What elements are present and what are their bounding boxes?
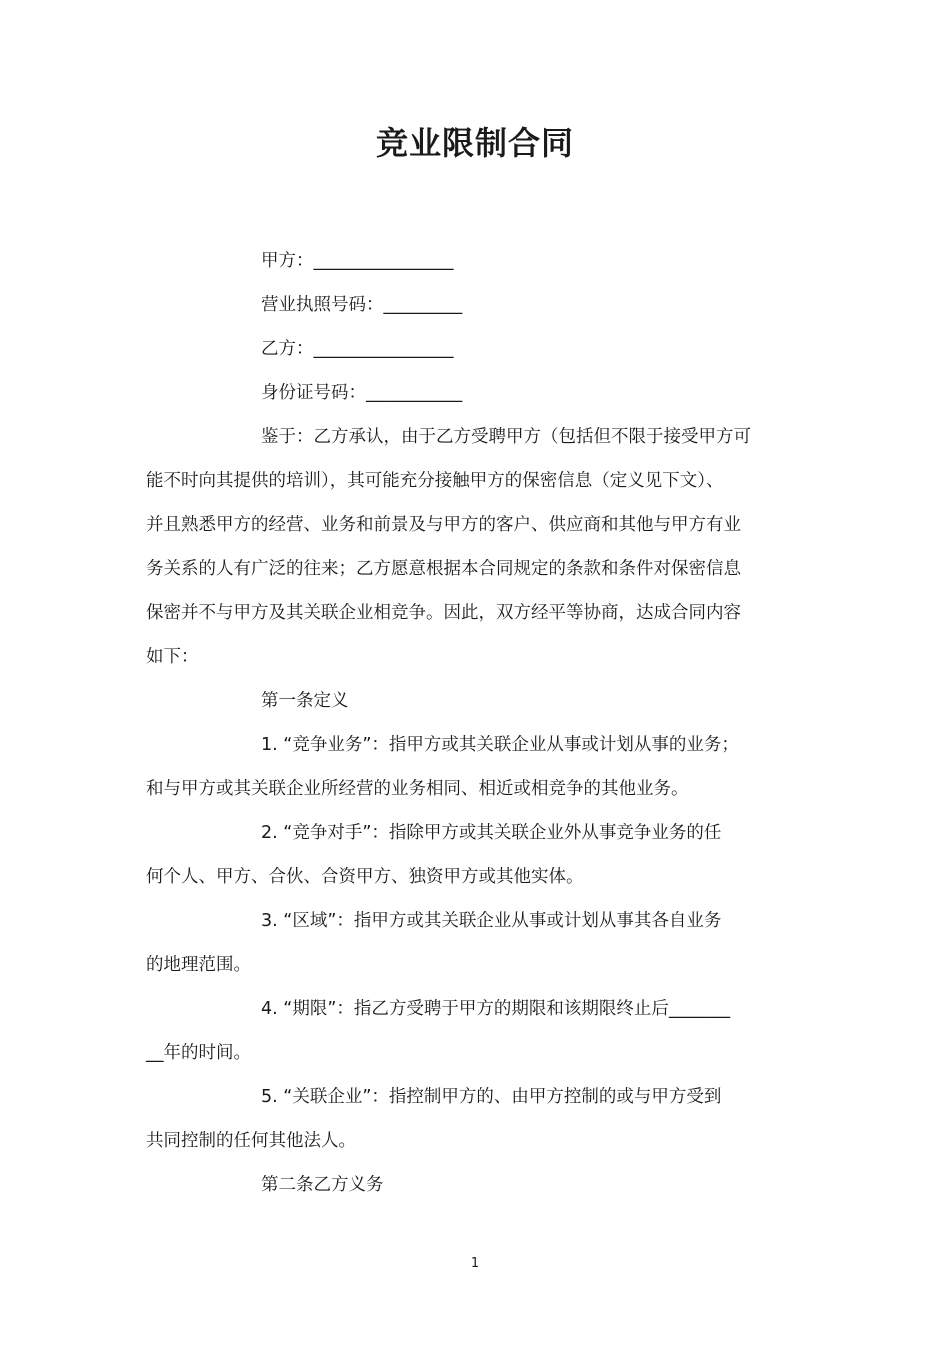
definition-3-line: 3. “区域”：指甲方或其关联企业从事或计划从事其各自业务 [261, 911, 722, 931]
definition-5-line: 5. “关联企业”：指控制甲方的、由甲方控制的或与甲方受到 [261, 1087, 722, 1107]
page-number: 1 [470, 1256, 480, 1271]
definition-5-line: 共同控制的任何其他法人。 [146, 1131, 356, 1151]
preamble-line: 如下： [146, 647, 199, 667]
id-number-field: 身份证号码：___________ [261, 383, 463, 403]
preamble-line: 务关系的人有广泛的往来；乙方愿意根据本合同规定的条款和条件对保密信息 [146, 559, 741, 579]
definition-4-line: __年的时间。 [146, 1043, 251, 1063]
article-1-heading: 第一条定义 [261, 691, 349, 711]
preamble-line: 鉴于：乙方承认，由于乙方受聘甲方（包括但不限于接受甲方可 [261, 427, 751, 447]
definition-2-line: 2. “竞争对手”：指除甲方或其关联企业外从事竞争业务的任 [261, 823, 722, 843]
definition-2-line: 何个人、甲方、合伙、合资甲方、独资甲方或其他实体。 [146, 867, 584, 887]
definition-1-line: 1. “竞争业务”：指甲方或其关联企业从事或计划从事的业务； [261, 735, 739, 755]
business-license-field: 营业执照号码：_________ [261, 295, 463, 315]
definition-3-line: 的地理范围。 [146, 955, 251, 975]
party-b-field: 乙方：________________ [261, 339, 454, 359]
preamble-line: 并且熟悉甲方的经营、业务和前景及与甲方的客户、供应商和其他与甲方有业 [146, 515, 741, 535]
definition-4-line: 4. “期限”：指乙方受聘于甲方的期限和该期限终止后_______ [261, 999, 731, 1019]
definition-1-line: 和与甲方或其关联企业所经营的业务相同、相近或相竞争的其他业务。 [146, 779, 689, 799]
document-title: 竞业限制合同 [375, 124, 574, 162]
article-2-heading: 第二条乙方义务 [261, 1175, 384, 1195]
party-a-field: 甲方：________________ [261, 251, 454, 271]
preamble-line: 能不时向其提供的培训），其可能充分接触甲方的保密信息（定义见下文）、 [146, 471, 724, 491]
preamble-line: 保密并不与甲方及其关联企业相竞争。因此，双方经平等协商，达成合同内容 [146, 603, 741, 623]
